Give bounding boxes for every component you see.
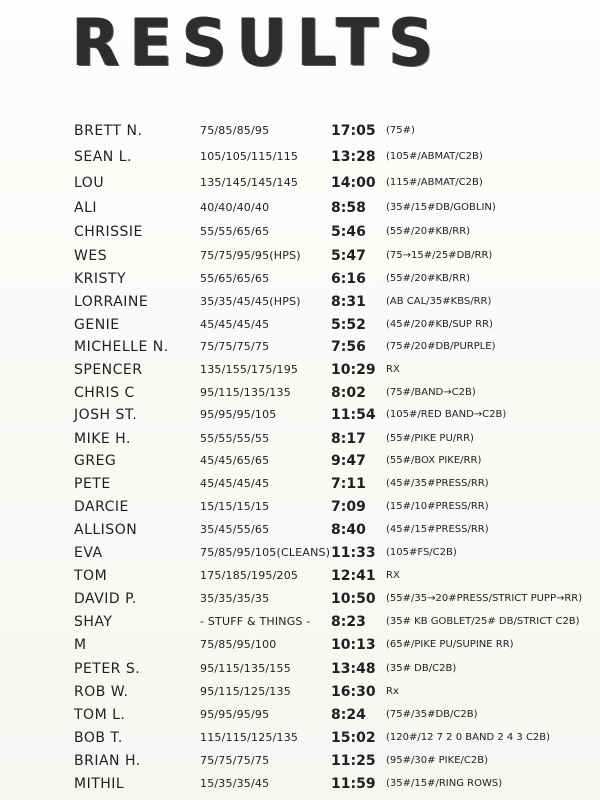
athlete-name: TOM L.	[74, 707, 126, 723]
scaling-notes: (75#/35#DB/C2B)	[386, 709, 478, 720]
scaling-notes: RX	[386, 364, 400, 375]
finish-time: 12:41	[331, 568, 376, 584]
athlete-name: WES	[74, 248, 108, 264]
result-row	[0, 144, 600, 170]
scaling-notes: (55#/20#KB/RR)	[386, 273, 471, 284]
result-row	[0, 195, 600, 221]
finish-time: 8:58	[331, 200, 366, 216]
scaling-notes: (35# DB/C2B)	[386, 663, 457, 674]
athlete-name: BOB T.	[74, 730, 123, 746]
athlete-name: DAVID P.	[74, 591, 137, 607]
athlete-name: ALI	[74, 200, 98, 216]
scaling-notes: (75#/20#DB/PURPLE)	[386, 341, 496, 352]
finish-time: 8:17	[331, 431, 366, 447]
athlete-name: TOM	[74, 568, 108, 584]
athlete-name: ROB W.	[74, 684, 129, 700]
finish-time: 8:24	[331, 707, 366, 723]
scaling-notes: (45#/35#PRESS/RR)	[386, 478, 489, 489]
lift-weights: 95/115/135/155	[200, 662, 291, 675]
lift-weights: 135/145/145/145	[200, 176, 299, 189]
scaling-notes: Rx	[386, 686, 399, 697]
finish-time: 8:02	[331, 385, 366, 401]
finish-time: 7:09	[331, 499, 366, 515]
lift-weights: 135/155/175/195	[200, 363, 299, 376]
athlete-name: PETER S.	[74, 661, 141, 677]
athlete-name: BRIAN H.	[74, 753, 141, 769]
finish-time: 11:54	[331, 407, 376, 423]
finish-time: 16:30	[331, 684, 376, 700]
athlete-name: SEAN L.	[74, 149, 132, 165]
lift-weights: 105/105/115/115	[200, 150, 299, 163]
lift-weights: - STUFF & THINGS -	[200, 615, 311, 628]
lift-weights: 35/35/45/45(HPS)	[200, 295, 301, 308]
finish-time: 17:05	[331, 123, 376, 139]
finish-time: 15:02	[331, 730, 376, 746]
scaling-notes: (65#/PIKE PU/SUPINE RR)	[386, 639, 514, 650]
scaling-notes: (55#/BOX PIKE/RR)	[386, 455, 482, 466]
athlete-name: GREG	[74, 453, 117, 469]
lift-weights: 35/35/35/35	[200, 592, 270, 605]
athlete-name: LOU	[74, 175, 105, 191]
scaling-notes: (105#/ABMAT/C2B)	[386, 151, 483, 162]
lift-weights: 55/55/65/65	[200, 225, 270, 238]
finish-time: 9:47	[331, 453, 366, 469]
athlete-name: SHAY	[74, 614, 113, 630]
lift-weights: 75/85/85/95	[200, 124, 270, 137]
athlete-name: MITHIL	[74, 776, 125, 792]
finish-time: 13:48	[331, 661, 376, 677]
athlete-name: PETE	[74, 476, 111, 492]
finish-time: 7:11	[331, 476, 366, 492]
scaling-notes: (35#/15#DB/GOBLIN)	[386, 202, 496, 213]
scaling-notes: (75→15#/25#DB/RR)	[386, 250, 493, 261]
result-row	[0, 170, 600, 196]
finish-time: 8:40	[331, 522, 366, 538]
lift-weights: 45/45/45/45	[200, 477, 270, 490]
lift-weights: 95/115/125/135	[200, 685, 291, 698]
scaling-notes: (35# KB GOBLET/25# DB/STRICT C2B)	[386, 616, 580, 627]
athlete-name: M	[74, 637, 87, 653]
result-row	[0, 118, 600, 144]
page-title: RESULTS	[72, 4, 444, 81]
athlete-name: JOSH ST.	[74, 407, 138, 423]
lift-weights: 15/15/15/15	[200, 500, 270, 513]
finish-time: 14:00	[331, 175, 376, 191]
scaling-notes: (75#)	[386, 125, 415, 136]
lift-weights: 40/40/40/40	[200, 201, 270, 214]
scaling-notes: (55#/20#KB/RR)	[386, 226, 471, 237]
result-row	[0, 771, 600, 797]
finish-time: 6:16	[331, 271, 366, 287]
finish-time: 8:23	[331, 614, 366, 630]
athlete-name: MIKE H.	[74, 431, 131, 447]
finish-time: 10:13	[331, 637, 376, 653]
lift-weights: 75/75/75/75	[200, 754, 270, 767]
lift-weights: 95/95/95/95	[200, 708, 270, 721]
lift-weights: 75/75/75/75	[200, 340, 270, 353]
finish-time: 11:25	[331, 753, 376, 769]
lift-weights: 45/45/45/45	[200, 318, 270, 331]
result-row	[0, 402, 600, 428]
scaling-notes: (15#/10#PRESS/RR)	[386, 501, 489, 512]
finish-time: 5:46	[331, 224, 366, 240]
scaling-notes: (55#/PIKE PU/RR)	[386, 433, 474, 444]
athlete-name: DARCIE	[74, 499, 129, 515]
athlete-name: EVA	[74, 545, 103, 561]
athlete-name: MICHELLE N.	[74, 339, 169, 355]
athlete-name: SPENCER	[74, 362, 143, 378]
finish-time: 8:31	[331, 294, 366, 310]
finish-time: 5:52	[331, 317, 366, 333]
athlete-name: GENIE	[74, 317, 120, 333]
athlete-name: CHRISSIE	[74, 224, 143, 240]
finish-time: 5:47	[331, 248, 366, 264]
athlete-name: KRISTY	[74, 271, 127, 287]
lift-weights: 95/115/135/135	[200, 386, 291, 399]
scaling-notes: (75#/BAND→C2B)	[386, 387, 476, 398]
scaling-notes: (45#/20#KB/SUP RR)	[386, 319, 493, 330]
athlete-name: LORRAINE	[74, 294, 149, 310]
finish-time: 10:50	[331, 591, 376, 607]
scaling-notes: (105#/RED BAND→C2B)	[386, 409, 507, 420]
scaling-notes: (115#/ABMAT/C2B)	[386, 177, 483, 188]
scaling-notes: (AB CAL/35#KBS/RR)	[386, 296, 492, 307]
finish-time: 11:59	[331, 776, 376, 792]
finish-time: 13:28	[331, 149, 376, 165]
lift-weights: 175/185/195/205	[200, 569, 299, 582]
lift-weights: 75/85/95/105(CLEANS)	[200, 546, 331, 559]
athlete-name: ALLISON	[74, 522, 138, 538]
lift-weights: 75/75/95/95(HPS)	[200, 249, 301, 262]
lift-weights: 35/45/55/65	[200, 523, 270, 536]
scaling-notes: (35#/15#/RING ROWS)	[386, 778, 503, 789]
scaling-notes: (45#/15#PRESS/RR)	[386, 524, 489, 535]
lift-weights: 55/65/65/65	[200, 272, 270, 285]
scaling-notes: (120#/12 7 2 0 BAND 2 4 3 C2B)	[386, 732, 551, 743]
scaling-notes: (105#FS/C2B)	[386, 547, 457, 558]
finish-time: 11:33	[331, 545, 376, 561]
result-row	[0, 632, 600, 658]
lift-weights: 15/35/35/45	[200, 777, 270, 790]
athlete-name: CHRIS C	[74, 385, 135, 401]
lift-weights: 115/115/125/135	[200, 731, 299, 744]
lift-weights: 45/45/65/65	[200, 454, 270, 467]
scaling-notes: (95#/30# PIKE/C2B)	[386, 755, 488, 766]
lift-weights: 55/55/55/55	[200, 432, 270, 445]
scaling-notes: (55#/35→20#PRESS/STRICT PUPP→RR)	[386, 593, 583, 604]
finish-time: 7:56	[331, 339, 366, 355]
athlete-name: BRETT N.	[74, 123, 143, 139]
result-row	[0, 219, 600, 245]
finish-time: 10:29	[331, 362, 376, 378]
scaling-notes: RX	[386, 570, 400, 581]
lift-weights: 75/85/95/100	[200, 638, 277, 651]
lift-weights: 95/95/95/105	[200, 408, 277, 421]
